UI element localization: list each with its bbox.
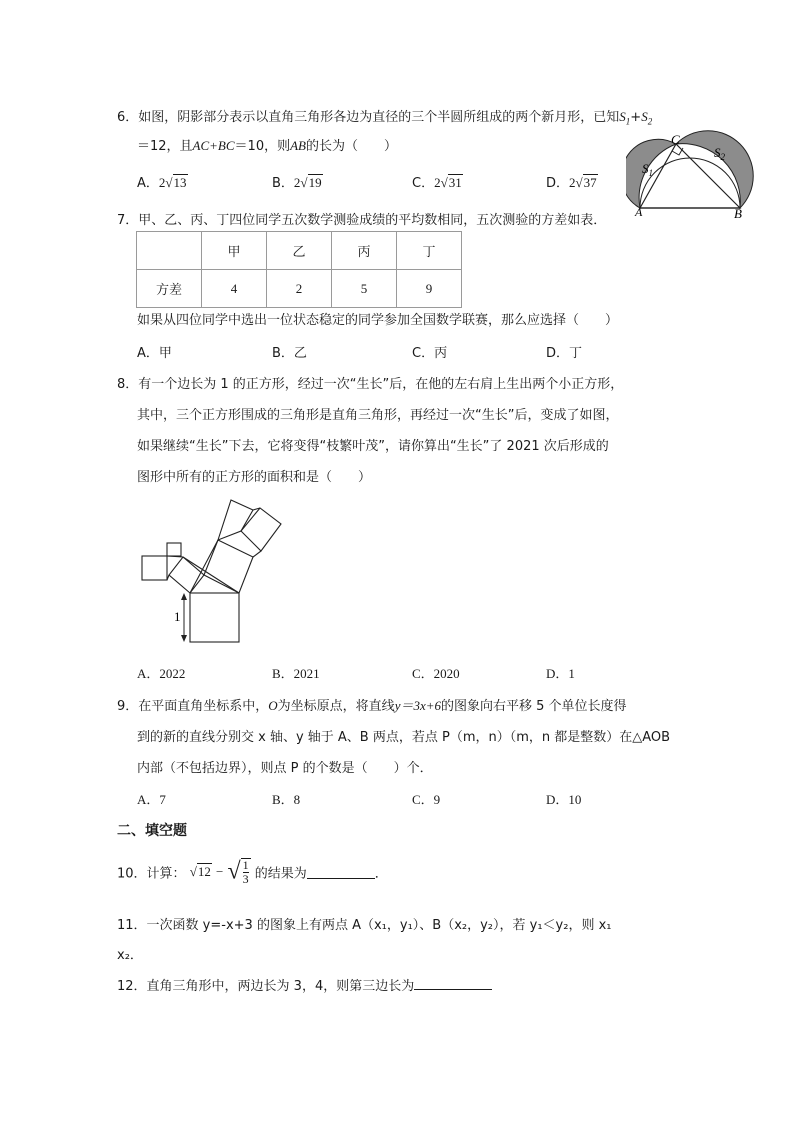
q6-acbc: AC+BC	[192, 138, 235, 153]
q10-line: 10．计算： √12 − √ $\frac{1}{3}$ 的结果为 ．	[117, 858, 388, 886]
q12-answer-blank[interactable]	[414, 977, 492, 990]
sqrt-fraction-icon: √ $\frac{1}{3}$	[227, 858, 249, 886]
q8-upper-square	[241, 508, 281, 551]
q7-option-c[interactable]: C．丙	[412, 346, 448, 361]
q11-line-2: x₂．	[117, 948, 143, 963]
table-header-ding: 丁	[397, 232, 462, 270]
q6-option-a[interactable]: A．2√13	[137, 175, 187, 191]
table-cell: 2	[267, 270, 332, 308]
q6-label-c: C	[671, 132, 680, 147]
q8-line-1: 8．有一个边长为 1 的正方形，经过一次“生长”后，在他的左右肩上生出两个小正方形，	[117, 377, 624, 392]
q6-label-a: A	[635, 205, 643, 219]
q6-option-b[interactable]: B．2√19	[272, 175, 322, 191]
table-cell: 4	[202, 270, 267, 308]
q6-big-arc	[640, 158, 740, 208]
sqrt-icon: √31	[440, 175, 462, 190]
q8-option-b[interactable]: B．2021	[272, 666, 320, 681]
q9-option-d[interactable]: D．10	[546, 792, 582, 807]
q6-text-b: ＝10，则	[234, 139, 291, 154]
q9-option-c[interactable]: C．9	[412, 792, 441, 807]
q6-text-c: 的长为（ ）	[305, 139, 397, 154]
q6-s2: $S_2$	[641, 109, 653, 127]
q10-answer-blank[interactable]	[307, 866, 375, 879]
q8-option-c[interactable]: C．2020	[412, 666, 460, 681]
q6-option-d[interactable]: D．2√37	[546, 175, 597, 191]
q8-option-d[interactable]: D．1	[546, 666, 575, 681]
q6-stem-text: 6．如图，阴影部分表示以直角三角形各边为直径的三个半圆所组成的两个新月形，已知	[117, 110, 620, 125]
q6-lune-s2	[676, 131, 753, 208]
section-title-fill-in: 二、填空题	[117, 823, 187, 839]
q6-plus: +	[630, 110, 642, 125]
sqrt-icon: √13	[165, 175, 187, 190]
table-cell: 5	[332, 270, 397, 308]
q8-pythagoras-tree-figure	[138, 494, 298, 646]
table-header-yi: 乙	[267, 232, 332, 270]
q7-option-a[interactable]: A．甲	[137, 346, 172, 361]
q6-stem-line1	[117, 106, 652, 127]
q11-line-1: 11．一次函数 y=-x+3 的图象上有两点 A（x₁，y₁）、B（x₂，y₂），若 y₁＜y₂，则 x₁	[117, 918, 612, 933]
q6-lune-figure	[626, 128, 754, 220]
table-cell	[137, 232, 202, 270]
q9-line-1: 9．在平面直角坐标系中，O为坐标原点，将直线y＝3x+6的图象向右平移 5 个单位长度得	[117, 698, 627, 714]
table-row	[137, 270, 462, 308]
q12-line: 12．直角三角形中，两边长为 3，4，则第三边长为	[117, 975, 492, 994]
q7-option-b[interactable]: B．乙	[272, 346, 307, 361]
q6-label-s2: $S_2$	[714, 145, 725, 162]
table-cell: 9	[397, 270, 462, 308]
q9-line-2: 到的新的直线分别交 x 轴、y 轴于 A、B 两点，若点 P（m，n）（m，n 都是整数）在△AOB	[137, 730, 671, 745]
q8-small-square	[167, 543, 181, 556]
q9-equation: y＝3x+6	[394, 698, 442, 713]
q8-small-square	[142, 556, 167, 580]
q6-s1: $S_1$	[619, 109, 631, 127]
q8-line-3: 如果继续“生长”下去，它将变得“枝繁叶茂”，请你算出“生长”了 2021 次后形成的	[137, 439, 609, 454]
q7-option-d[interactable]: D．丁	[546, 346, 583, 361]
sqrt-icon: √37	[575, 175, 597, 190]
q6-option-c[interactable]: C．2√31	[412, 175, 462, 191]
q8-line-2: 其中，三个正方形围成的三角形是直角三角形，再经过一次“生长”后，变成了如图，	[137, 408, 619, 423]
q7-variance-table	[136, 231, 462, 308]
q6-ab: AB	[290, 138, 306, 153]
sqrt-icon: √12	[189, 864, 211, 879]
q8-base-square	[190, 593, 239, 642]
q8-right-square	[204, 540, 253, 593]
q6-label-s1: $S_1$	[642, 161, 653, 178]
q8-length-label: 1	[174, 609, 181, 624]
q7-stem: 7．甲、乙、丙、丁四位同学五次数学测验成绩的平均数相同，五次测验的方差如表．	[117, 213, 607, 228]
table-row-label: 方差	[137, 270, 202, 308]
q8-left-square	[169, 557, 204, 593]
sqrt-icon: √19	[300, 175, 322, 190]
q8-option-a[interactable]: A．2022	[137, 666, 186, 681]
q9-origin-o: O	[268, 698, 278, 713]
table-header-bing: 丙	[332, 232, 397, 270]
q6-text-a: ＝12，且	[137, 139, 193, 154]
q6-stem-line2	[137, 135, 397, 154]
q9-option-b[interactable]: B．8	[272, 792, 301, 807]
table-header-row	[137, 232, 462, 270]
table-header-jia: 甲	[202, 232, 267, 270]
q8-line-4: 图形中所有的正方形的面积和是（ ）	[137, 470, 372, 485]
q8-upper-square	[218, 500, 253, 540]
q9-line-3: 内部（不包括边界），则点 P 的个数是（ ）个．	[137, 761, 433, 776]
q7-question: 如果从四位同学中选出一位状态稳定的同学参加全国数学联赛，那么应选择（ ）	[137, 313, 619, 328]
q6-label-b: B	[734, 206, 742, 220]
q9-option-a[interactable]: A．7	[137, 792, 166, 807]
